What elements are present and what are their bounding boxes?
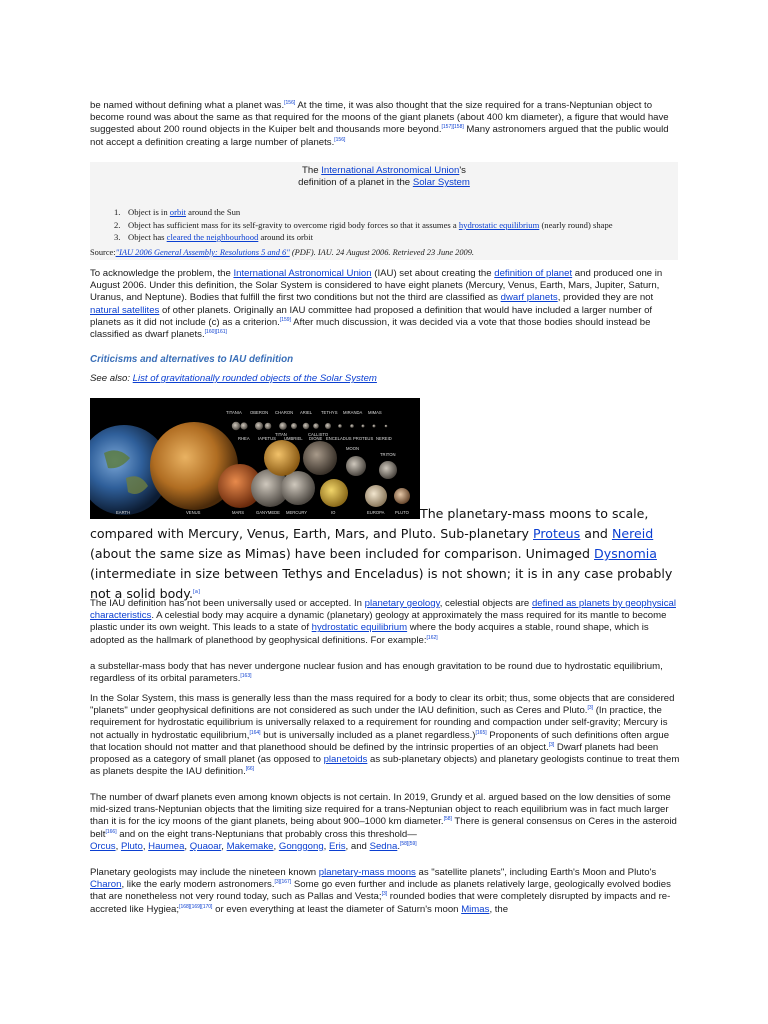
see-also-line: See also: List of gravitationally rounded objects of the Solar System [90,373,377,384]
paragraph-planetary-geologists: Planetary geologists may include the nineteen known planetary-mass moons as "satellite planets", including Earth's Moon and Pluto's Charon, like the early modern astronomers.[3][167] Some go even further and include as planets relatively large, geologically evolved bodies that are nonetheless not very round today, such as Pallas and Vesta;[3] rounded bodies that were completely disrupted by impacts and re-accreted like Hygiea;[168][169][170] or even everything at least the diameter of Saturn's moon Mimas, the [90,867,671,915]
figure-label: MIMAS [368,410,382,415]
orbit-link[interactable]: orbit [169,207,187,217]
orcus-link[interactable]: Orcus [90,840,116,852]
citation-ref[interactable]: [3][167] [274,879,292,886]
quaoar-link[interactable]: Quaoar [189,840,222,852]
citation-ref[interactable]: [164] [249,729,261,736]
titania-sphere [232,422,240,430]
citation-ref[interactable]: [58][59] [399,840,417,847]
umbriel-sphere [291,423,297,429]
citation-ref[interactable]: [156] [334,136,346,143]
paragraph-not-universal: The IAU definition has not been universally used or accepted. In planetary geology, celestial objects are defined as planets by geophysical characteristics. A celestial body may acquire a dynamic (planetary) geology at approximately the mass required for its mantle to become plastic under its own weight. This leads to a state of hydrostatic equilibrium where the body acquires a stable, round shape, which is adopted as the hallmark of planethood by geophysical definitions. For example:[162] [90,598,676,646]
figure-label: IO [331,510,336,515]
citation-ref[interactable]: [a] [192,588,200,595]
planetary-mass-moons-link[interactable]: planetary-mass moons [318,867,416,878]
citation-ref[interactable]: [162] [426,634,438,641]
figure-label: TRITON [380,452,396,457]
oberon-sphere [255,422,263,430]
iau-criteria-list [114,206,613,244]
figure-label: MARS [232,510,245,515]
nereid-link[interactable]: Nereid [611,526,654,541]
citation-ref[interactable]: [165] [475,729,487,736]
io-sphere [320,479,348,507]
citation-ref[interactable]: [157][158] [441,124,464,131]
figure-label: NEREID [376,436,392,441]
tethys-sphere [325,423,331,429]
paragraph-quote: a substellar-mass body that has never undergone nuclear fusion and has enough gravitation to be round due to hydrostatic equilibrium, regardless of its orbital parameters.[163] [90,661,663,685]
moon-sphere [346,456,366,476]
iau-definition-box [90,162,678,260]
natural-satellites-link[interactable]: natural satellites [90,304,160,316]
titan-sphere [264,440,300,476]
citation-ref[interactable]: [66] [245,766,255,773]
cleared-neighbourhood-link[interactable]: cleared the neighbourhood [166,232,259,243]
text-span: At the time, it was also thought that the size required for a trans-Neptunian object to become round was about the same as that required for the moons of the giant planets (about 400 km diameter), a figure that would have suggested about 200 round objects in the Kuiper belt and thousands more beyond. [90,100,669,136]
figure-label: CALLISTO [308,432,329,437]
figure-label: TITAN [275,432,287,437]
text-span: be named without defining what a planet was. [90,100,285,111]
citation-ref[interactable]: [58] [443,816,452,823]
miranda-sphere [350,424,354,428]
hydrostatic-link[interactable]: hydrostatic equilibrium [458,219,540,230]
mercury-sphere [281,471,315,505]
figure-label: TETHYS [321,410,338,415]
citation-ref[interactable]: [160][161] [204,328,227,335]
ariel-sphere [303,423,309,429]
mimas-sphere [373,425,376,428]
figure-label: ARIEL [300,410,313,415]
citation-ref[interactable]: [168][169][170] [179,903,213,910]
figure-label: PROTEUS [353,436,374,441]
citation-ref[interactable]: [166] [105,828,117,835]
section-heading: Criticisms and alternatives to IAU definition [90,354,294,365]
citation-ref[interactable]: [156] [284,99,296,106]
hydrostatic-equilibrium-link[interactable]: hydrostatic equilibrium [311,622,408,634]
callisto-sphere [303,441,337,475]
pluto-sphere [394,488,410,504]
figure-label: OBERON [250,410,269,415]
text-span: Many astronomers argued that the public would not accept a definition creating a large number of planets. [90,124,669,148]
figure-label: MOON [346,446,360,451]
solar-system-link[interactable]: Solar System [412,177,470,189]
eris-link[interactable]: Eris [329,840,346,852]
triton-sphere [379,461,397,479]
paragraph-definition-context [90,100,680,149]
figure-label: RHEA [238,436,250,441]
paragraph-dwarf-planets: The number of dwarf planets even among known objects is not certain. In 2019, Grundy et al. argued based on the low densities of some mid-sized trans-Neptunian objects that the limiting size required for a trans-Neptunian object to reach equilibrium was in fact much larger than it is for the icy moons of the giant planets, being about 900–1000 km diameter.[58] There is general consensus on Ceres in the asteroid belt[166] and on the eight trans-Neptunians that probably cross this threshold— Orcus, Pluto, Haumea, Quaoar, Makemake, Gonggong, Eris, and Sedna.[58][59] [90,792,677,852]
citation-ref[interactable]: [163] [240,673,252,680]
list-item: 2. Object has sufficient mass for its self-gravity to overcome rigid body forces so that it assumes a hydrostatic equilibrium (nearly round) shape [114,219,613,230]
gonggong-link[interactable]: Gonggong [278,840,324,852]
paragraph-iau-acknowledge: To acknowledge the problem, the International Astronomical Union (IAU) set about creating the definition of planet and produced one in August 2006. Under this definition, the Solar System is considered to have eight planets (Mercury, Venus, Earth, Mars, Jupiter, Saturn, Uranus, and Neptune). Bodies that fulfill the first two conditions but not the third are classified as dwarf planets, provided they are not natural satellites of other planets. Originally an IAU committee had proposed a definition that would have included a larger number of planets as it did not include (c) as a criterion.[159] After much discussion, it was decided via a vote that those bodies should instead be classified as dwarf planets.[160][161] [90,268,663,341]
iapetus-sphere [265,423,272,430]
figure-label: TITANIA [226,410,242,415]
figure-label: EUROPA [367,510,385,515]
figure-label: PLUTO [395,510,409,515]
citation-ref[interactable]: [3] [548,741,555,748]
dysnomia-link[interactable]: Dysnomia [594,546,657,561]
figure-label: MIRANDA [343,410,363,415]
figure-label: IAPETUS [258,436,276,441]
mimas-link[interactable]: Mimas [461,903,490,915]
definition-of-planet-link[interactable]: definition of planet [494,268,573,279]
figure-label: GANYMEDE [256,510,280,515]
geophysical-definition-link[interactable]: defined as planets by geophysical characteristics [90,598,676,622]
figure-label: MERCURY [286,510,308,515]
iau-source-line: Source:"IAU 2006 General Assembly: Resolutions 5 and 6" (PDF). IAU. 24 August 2006. Retrieved 23 June 2009. [90,248,475,257]
see-also-link[interactable]: List of gravitationally rounded objects of the Solar System [132,373,377,384]
planetary-geology-link[interactable]: planetary geology [364,598,440,609]
planetoids-link[interactable]: planetoids [323,754,368,766]
figure-label: EARTH [116,510,131,515]
moons-comparison-image [90,398,420,519]
figure-caption: The planetary-mass moons to scale, compared with Mercury, Venus, Earth, Mars, and Pluto. Sub-planetary Proteus and Nereid (about the same size as Mimas) have been included for comparison. Unimaged Dysnomia (intermediate in size between Tethys and Enceladus) is not shown; it is in any case probably not a solid body.[a] [90,506,673,601]
list-item: 3. Object has cleared the neighbourhood around its orbit [114,232,313,243]
figure-label: ENCELADUS [326,436,352,441]
rhea-sphere [240,422,247,429]
haumea-link[interactable]: Haumea [148,840,185,852]
citation-ref[interactable]: [3] [587,705,594,712]
iau-box-title: The International Astronomical Union's definition of a planet in the Solar System [298,165,470,189]
dwarf-planets-link[interactable]: dwarf planets [500,292,558,304]
list-item: 1. Object is in orbit around the Sun [114,207,241,217]
sedna-link[interactable]: Sedna [369,840,398,852]
makemake-link[interactable]: Makemake [226,840,274,852]
figure-label: UMBRIEL [284,436,303,441]
enceladus-sphere [338,424,342,428]
proteus-sphere [362,425,365,428]
citation-ref[interactable]: [3] [381,891,388,898]
figure-label: VENUS [186,510,201,515]
dione-sphere [313,423,319,429]
moons-illustration [90,398,420,519]
paragraph-solar-system: In the Solar System, this mass is generally less than the mass required for a body to clear its orbit; thus, some objects that are considered "planets" under geophysical definitions are not considered as such under the IAU definition, such as Ceres and Pluto.[3] (In practice, the requirement for hydrostatic equilibrium is universally relaxed to a requirement for rounding and compaction under self-gravity; Mercury is not actually in hydrostatic equilibrium,[164] but is universally included as a planet regardless.)[165] Proponents of such definitions often argue that location should not matter and that planethood should be defined by the intrinsic properties of an object.[3] Dwarf planets had been proposed as a category of small planet (as opposed to planetoids as sub-planetary objects) and planetary geologists continue to treat them as planets despite the IAU definition.[66] [90,693,680,778]
charon-sphere [279,422,287,430]
figure-label: DIONE [309,436,323,441]
nereid-sphere [385,425,388,428]
pluto-link[interactable]: Pluto [120,840,143,852]
charon-link[interactable]: Charon [90,879,122,891]
citation-ref[interactable]: [159] [279,316,291,323]
iau-link[interactable]: International Astronomical Union [321,165,460,176]
figure-label: CHARON [275,410,294,415]
source-link[interactable]: "IAU 2006 General Assembly: Resolutions 5 and 6" [115,248,290,257]
proteus-link[interactable]: Proteus [533,526,581,541]
iau-inline-link[interactable]: International Astronomical Union [233,268,372,279]
